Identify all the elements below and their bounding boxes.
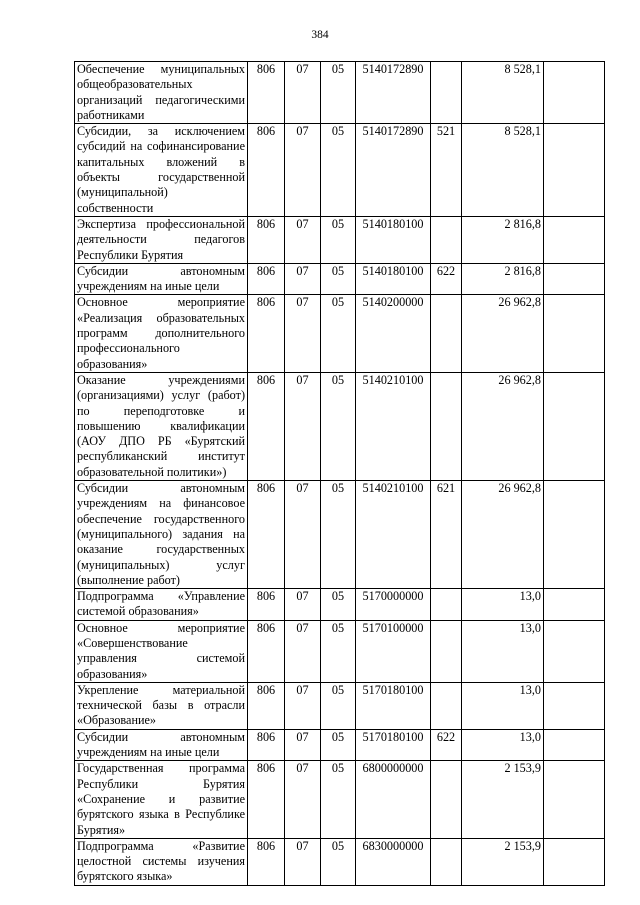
table-row	[75, 682, 605, 729]
subsection-code: 05	[321, 620, 356, 682]
department-code: 806	[248, 124, 285, 217]
target-article-code: 5170180100	[356, 682, 431, 729]
target-article-code: 5140210100	[356, 372, 431, 480]
department-code: 806	[248, 761, 285, 838]
amount: 8 528,1	[462, 124, 544, 217]
section-code: 07	[285, 481, 321, 589]
empty-cell	[544, 263, 605, 295]
item-name: Субсидии автономным учреждениям на иные цели	[75, 263, 248, 295]
amount: 2 816,8	[462, 216, 544, 263]
subsection-code: 05	[321, 372, 356, 480]
subsection-code: 05	[321, 729, 356, 761]
department-code: 806	[248, 216, 285, 263]
table-row	[75, 620, 605, 682]
expense-type-code	[431, 620, 462, 682]
target-article-code: 5140172890	[356, 62, 431, 124]
expense-type-code	[431, 216, 462, 263]
table-row	[75, 761, 605, 838]
section-code: 07	[285, 620, 321, 682]
subsection-code: 05	[321, 589, 356, 621]
section-code: 07	[285, 216, 321, 263]
amount: 13,0	[462, 682, 544, 729]
department-code: 806	[248, 263, 285, 295]
item-name: Основное мероприятие «Реализация образовательных программ дополнительного профессионального образования»	[75, 295, 248, 372]
subsection-code: 05	[321, 838, 356, 885]
item-name: Подпрограмма «Развитие целостной системы изучения бурятского языка»	[75, 838, 248, 885]
table-row	[75, 372, 605, 480]
section-code: 07	[285, 838, 321, 885]
empty-cell	[544, 761, 605, 838]
section-code: 07	[285, 124, 321, 217]
table-row	[75, 729, 605, 761]
budget-table	[74, 61, 605, 886]
table-row	[75, 838, 605, 885]
section-code: 07	[285, 372, 321, 480]
item-name: Субсидии автономным учреждениям на иные цели	[75, 729, 248, 761]
section-code: 07	[285, 761, 321, 838]
department-code: 806	[248, 838, 285, 885]
expense-type-code: 621	[431, 481, 462, 589]
section-code: 07	[285, 263, 321, 295]
amount: 8 528,1	[462, 62, 544, 124]
department-code: 806	[248, 481, 285, 589]
item-name: Оказание учреждениями (организациями) услуг (работ) по переподготовке и повышению квалификации (АОУ ДПО РБ «Бурятский республиканский институт образовательной политики»)	[75, 372, 248, 480]
section-code: 07	[285, 589, 321, 621]
expense-type-code	[431, 589, 462, 621]
section-code: 07	[285, 682, 321, 729]
empty-cell	[544, 372, 605, 480]
target-article-code: 6800000000	[356, 761, 431, 838]
subsection-code: 05	[321, 62, 356, 124]
expense-type-code	[431, 62, 462, 124]
empty-cell	[544, 216, 605, 263]
amount: 13,0	[462, 589, 544, 621]
item-name: Обеспечение муниципальных общеобразовательных организаций педагогическими работниками	[75, 62, 248, 124]
department-code: 806	[248, 589, 285, 621]
empty-cell	[544, 295, 605, 372]
item-name: Государственная программа Республики Бурятия «Сохранение и развитие бурятского языка в Республике Бурятия»	[75, 761, 248, 838]
section-code: 07	[285, 62, 321, 124]
empty-cell	[544, 838, 605, 885]
empty-cell	[544, 62, 605, 124]
empty-cell	[544, 481, 605, 589]
target-article-code: 5170100000	[356, 620, 431, 682]
empty-cell	[544, 124, 605, 217]
page-number: 384	[311, 29, 329, 41]
item-name: Подпрограмма «Управление системой образования»	[75, 589, 248, 621]
table-row	[75, 216, 605, 263]
target-article-code: 5140180100	[356, 263, 431, 295]
amount: 13,0	[462, 729, 544, 761]
amount: 26 962,8	[462, 295, 544, 372]
item-name: Укрепление материальной технической базы в отрасли «Образование»	[75, 682, 248, 729]
item-name: Субсидии автономным учреждениям на финансовое обеспечение государственного (муниципального) задания на оказание государственных (муниципальных) услуг (выполнение работ)	[75, 481, 248, 589]
department-code: 806	[248, 62, 285, 124]
amount: 2 816,8	[462, 263, 544, 295]
department-code: 806	[248, 682, 285, 729]
amount: 26 962,8	[462, 481, 544, 589]
table-row	[75, 263, 605, 295]
empty-cell	[544, 729, 605, 761]
expense-type-code	[431, 682, 462, 729]
item-name: Субсидии, за исключением субсидий на софинансирование капитальных вложений в объекты государственной (муниципальной) собственности	[75, 124, 248, 217]
subsection-code: 05	[321, 682, 356, 729]
expense-type-code: 521	[431, 124, 462, 217]
section-code: 07	[285, 295, 321, 372]
expense-type-code: 622	[431, 729, 462, 761]
department-code: 806	[248, 729, 285, 761]
subsection-code: 05	[321, 216, 356, 263]
subsection-code: 05	[321, 761, 356, 838]
amount: 2 153,9	[462, 838, 544, 885]
target-article-code: 5140200000	[356, 295, 431, 372]
department-code: 806	[248, 372, 285, 480]
subsection-code: 05	[321, 295, 356, 372]
amount: 13,0	[462, 620, 544, 682]
table-row	[75, 589, 605, 621]
item-name: Основное мероприятие «Совершенствование управления системой образования»	[75, 620, 248, 682]
target-article-code: 5140210100	[356, 481, 431, 589]
expense-type-code	[431, 838, 462, 885]
item-name: Экспертиза профессиональной деятельности педагогов Республики Бурятия	[75, 216, 248, 263]
section-code: 07	[285, 729, 321, 761]
subsection-code: 05	[321, 263, 356, 295]
table-row	[75, 124, 605, 217]
table-row	[75, 62, 605, 124]
target-article-code: 5170000000	[356, 589, 431, 621]
subsection-code: 05	[321, 481, 356, 589]
department-code: 806	[248, 295, 285, 372]
target-article-code: 6830000000	[356, 838, 431, 885]
empty-cell	[544, 589, 605, 621]
subsection-code: 05	[321, 124, 356, 217]
table-row	[75, 295, 605, 372]
expense-type-code	[431, 295, 462, 372]
expense-type-code	[431, 761, 462, 838]
target-article-code: 5140180100	[356, 216, 431, 263]
empty-cell	[544, 620, 605, 682]
expense-type-code: 622	[431, 263, 462, 295]
empty-cell	[544, 682, 605, 729]
target-article-code: 5140172890	[356, 124, 431, 217]
amount: 2 153,9	[462, 761, 544, 838]
target-article-code: 5170180100	[356, 729, 431, 761]
amount: 26 962,8	[462, 372, 544, 480]
table-row	[75, 481, 605, 589]
department-code: 806	[248, 620, 285, 682]
expense-type-code	[431, 372, 462, 480]
